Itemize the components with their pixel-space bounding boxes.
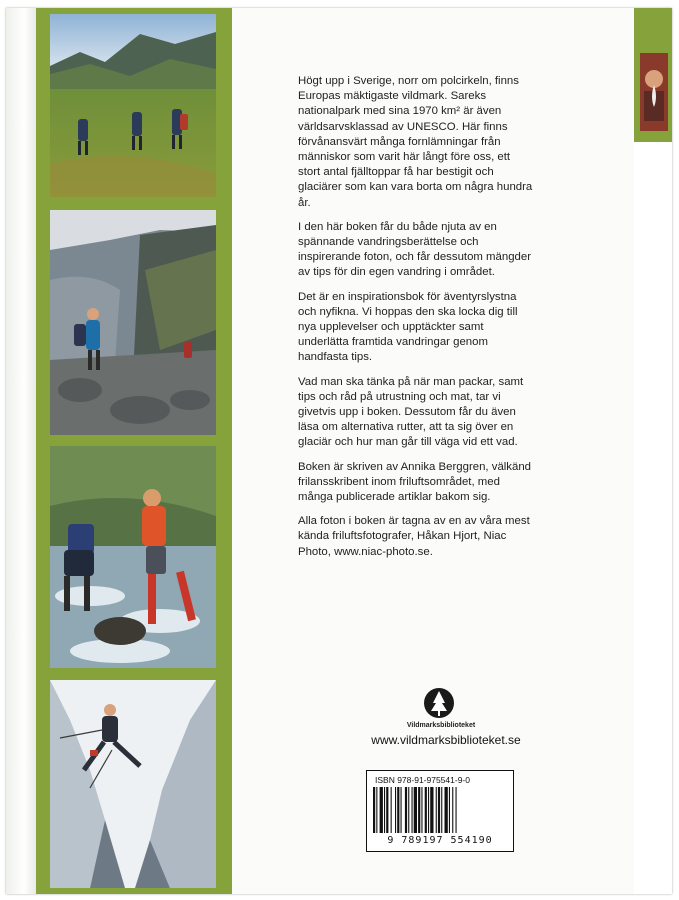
barcode-bar (395, 787, 396, 833)
barcode-bar (428, 787, 429, 833)
publisher-logo-text: Vildmarksbiblioteket (406, 722, 476, 729)
barcode-bar (405, 787, 407, 833)
barcode-bar (391, 787, 392, 833)
barcode-bar (408, 787, 409, 833)
barcode-bar (397, 787, 399, 833)
blurb-paragraph: Boken är skriven av Annika Berggren, välkänd frilansskribent inom friluftsområdet, med många publicerade artiklar bakom sig. (298, 460, 532, 504)
barcode-bar (376, 787, 377, 833)
blurb-paragraph: I den här boken får du både njuta av en spännande vandringsberättelse och inspirerande foton, och får dessutom mängder av tips för din egen vandring i området. (298, 220, 532, 279)
barcode-bar (414, 787, 417, 833)
front-cover-thumbnail (640, 53, 668, 131)
barcode-bar (418, 787, 420, 833)
barcode-bar (445, 787, 448, 833)
barcode-bar (438, 787, 440, 833)
photo-river-crossing (50, 446, 216, 668)
blurb-text (298, 74, 534, 569)
barcode-bar (380, 787, 383, 833)
cover-edge-white (634, 142, 672, 894)
barcode-bar (401, 787, 402, 833)
barcode-bar (452, 787, 453, 833)
publisher-url: www.vildmarksbiblioteket.se (371, 733, 521, 747)
barcode-bar (384, 787, 385, 833)
blurb-paragraph: Det är en inspirationsbok för äventyrslystna och nyfikna. Vi hoppas den ska locka dig till nya upplevelser och upptäckter samt underlätta framtida vandringar genom handfasta tips. (298, 290, 518, 364)
barcode-bar (425, 787, 427, 833)
barcode-digits: 9 789197 554190 (387, 835, 493, 846)
barcode-bar (373, 787, 375, 833)
isbn-barcode-box (366, 770, 514, 852)
book-back-cover (6, 8, 672, 894)
photo-hikers-valley (50, 14, 216, 197)
barcode-bar (430, 787, 433, 833)
barcode-bar (386, 787, 388, 833)
publisher-logo-icon (419, 683, 459, 723)
barcode-bar (436, 787, 437, 833)
blurb-paragraph: Högt upp i Sverige, norr om polcirkeln, finns Europas mäktigaste vildmark. Sareks nationalpark med sina 1970 km² är även världsarvsklassad av UNESCO. Här finns förvånansvärt många fornlämningar från människor som varit här långt före oss, ett stort antal fjälltoppar få har bestigit och glaciärer som kan vara borta om några hundra år. (298, 75, 533, 209)
barcode-bar (456, 787, 457, 833)
photo-rocky-ridge (50, 210, 216, 435)
barcode-bar (449, 787, 450, 833)
isbn-label: ISBN 978-91-975541-9-0 (375, 775, 470, 785)
blurb-paragraph: Vad man ska tänka på när man packar, samt tips och råd på utrustning och mat, tar vi givetvis upp i boken. Dessutom får du även läsa om alternativa rutter, att ta sig över en glaciär och hur man går till väga vid ett vad. (298, 375, 524, 449)
blurb-paragraph: Alla foton i boken är tagna av en av våra mest kända friluftsfotografer, Håkan Hjort, Niac Photo, www.niac-photo.se. (298, 515, 530, 558)
barcode-bar (441, 787, 442, 833)
photo-glacier-crevasse (50, 680, 216, 888)
barcode-icon (371, 787, 509, 833)
spine-edge (6, 8, 36, 894)
barcode-bar (421, 787, 422, 833)
barcode-bar (412, 787, 413, 833)
